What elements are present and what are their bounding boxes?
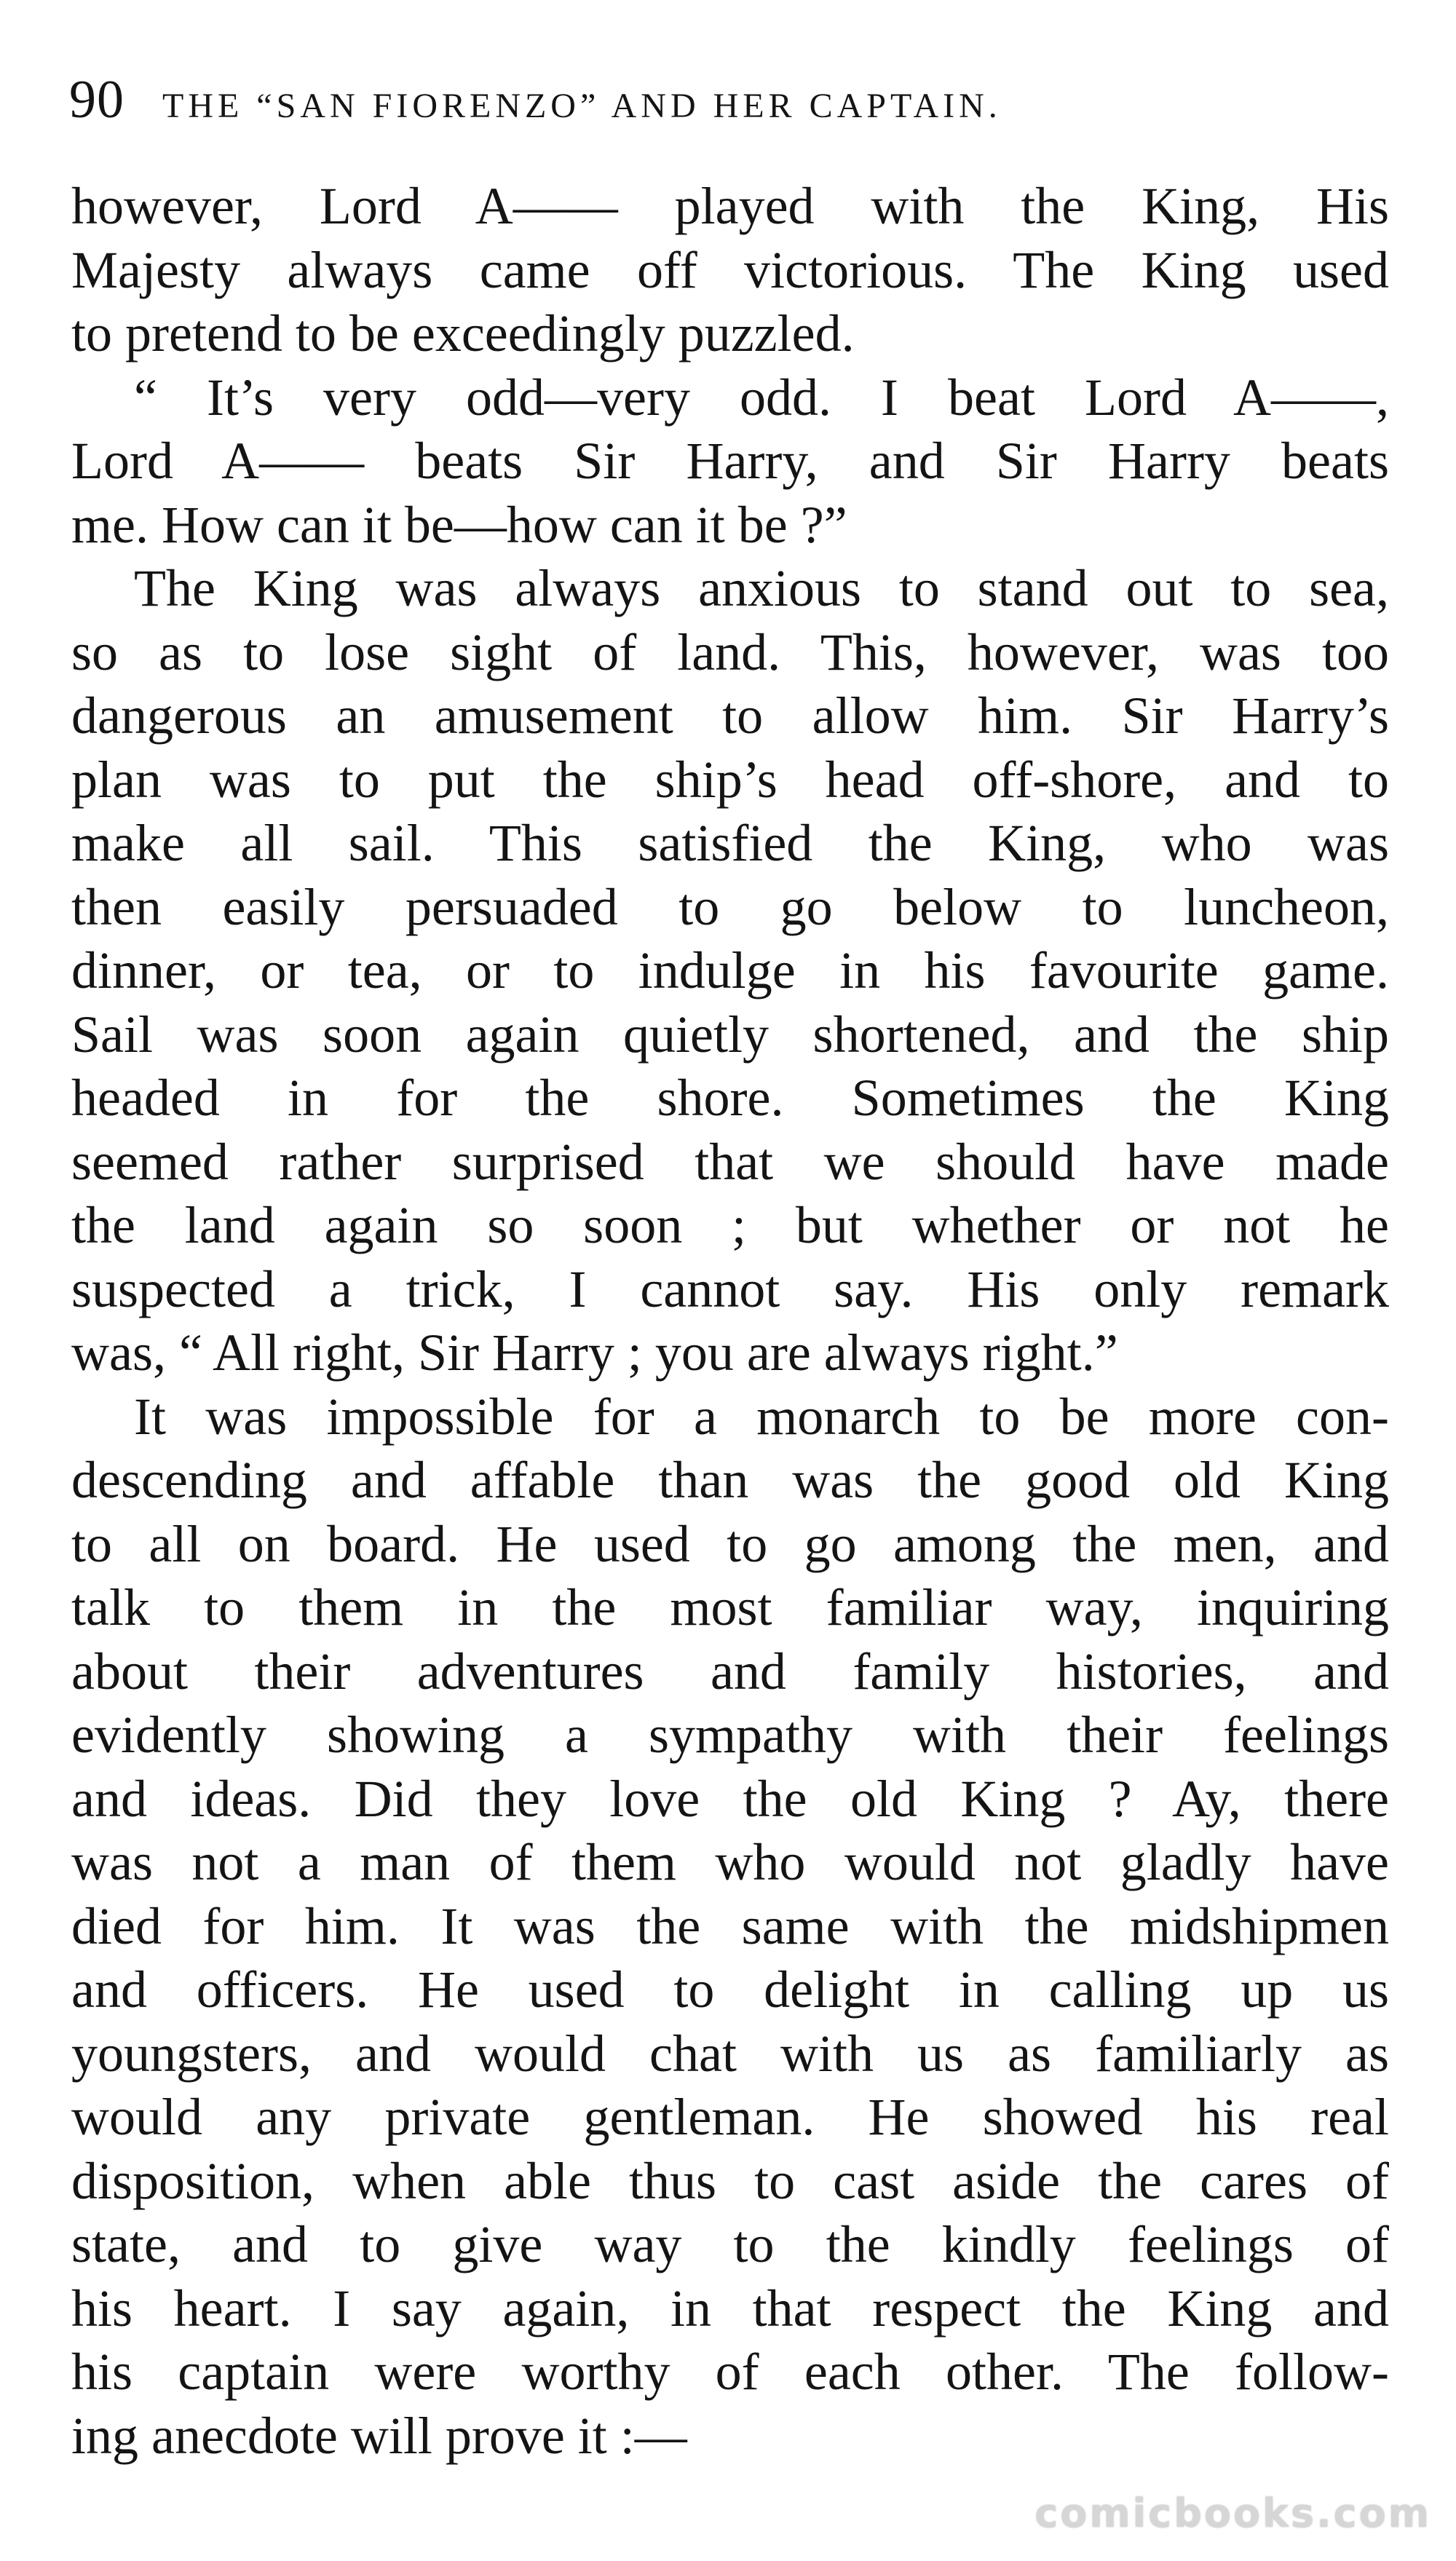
text-line: me. How can it be—how can it be ?” <box>71 495 847 554</box>
text-line: Sail was soon again quietly shortened, and the ship <box>71 1005 1389 1064</box>
text-line: about their adventures and family histories, and <box>71 1642 1389 1701</box>
text-line: so as to lose sight of land. This, however, was too <box>71 622 1389 681</box>
text-line: and ideas. Did they love the old King ? Ay, there <box>71 1769 1389 1828</box>
text-line: It was impossible for a monarch to be more con- <box>134 1387 1389 1446</box>
text-line: and officers. He used to delight in calling up us <box>71 1960 1389 2019</box>
text-line: make all sail. This satisfied the King, who was <box>71 814 1389 872</box>
running-head <box>69 69 1387 135</box>
text-line: would any private gentleman. He showed his real <box>71 2088 1389 2146</box>
text-line: dangerous an amusement to allow him. Sir Harry’s <box>71 686 1389 745</box>
text-line: suspected a trick, I cannot say. His only remark <box>71 1259 1389 1318</box>
text-line: “ It’s very odd—very odd. I beat Lord A——, <box>134 368 1389 427</box>
text-line: the land again so soon ; but whether or not he <box>71 1196 1389 1254</box>
watermark: comicbooks.com <box>1034 2490 1431 2536</box>
text-line: descending and affable than was the good old King <box>71 1451 1389 1509</box>
text-line: then easily persuaded to go below to luncheon, <box>71 877 1389 936</box>
text-line: talk to them in the most familiar way, inquiring <box>71 1578 1389 1636</box>
text-line: was, “ All right, Sir Harry ; you are always right.” <box>71 1323 1118 1382</box>
text-line: Majesty always came off victorious. The King used <box>71 240 1389 299</box>
text-line: his heart. I say again, in that respect the King and <box>71 2279 1389 2338</box>
body-text <box>71 175 1389 2468</box>
text-line: disposition, when able thus to cast aside the cares of <box>71 2151 1389 2210</box>
text-line: headed in for the shore. Sometimes the King <box>71 1069 1389 1127</box>
text-line: The King was always anxious to stand out to sea, <box>134 559 1389 617</box>
text-line: plan was to put the ship’s head off-shore, and to <box>71 750 1389 809</box>
text-line: died for him. It was the same with the midshipmen <box>71 1896 1389 1955</box>
page-number: 90 <box>69 70 124 130</box>
text-line: to pretend to be exceedingly puzzled. <box>71 304 855 363</box>
text-line: youngsters, and would chat with us as familiarly as <box>71 2024 1389 2083</box>
text-line: his captain were worthy of each other. The follow- <box>71 2343 1389 2401</box>
text-line: to all on board. He used to go among the men, and <box>71 1514 1389 1573</box>
text-line: Lord A—— beats Sir Harry, and Sir Harry beats <box>71 432 1389 490</box>
running-title: THE “SAN FIORENZO” AND HER CAPTAIN. <box>162 87 1002 125</box>
text-line: was not a man of them who would not gladly have <box>71 1833 1389 1891</box>
text-line: ing anecdote will prove it :— <box>71 2406 687 2465</box>
text-line: dinner, or tea, or to indulge in his favourite game. <box>71 941 1389 1000</box>
text-line: evidently showing a sympathy with their feelings <box>71 1706 1389 1764</box>
text-line: seemed rather surprised that we should have made <box>71 1132 1389 1191</box>
text-line: however, Lord A—— played with the King, His <box>71 177 1389 235</box>
text-line: state, and to give way to the kindly feelings of <box>71 2215 1389 2273</box>
